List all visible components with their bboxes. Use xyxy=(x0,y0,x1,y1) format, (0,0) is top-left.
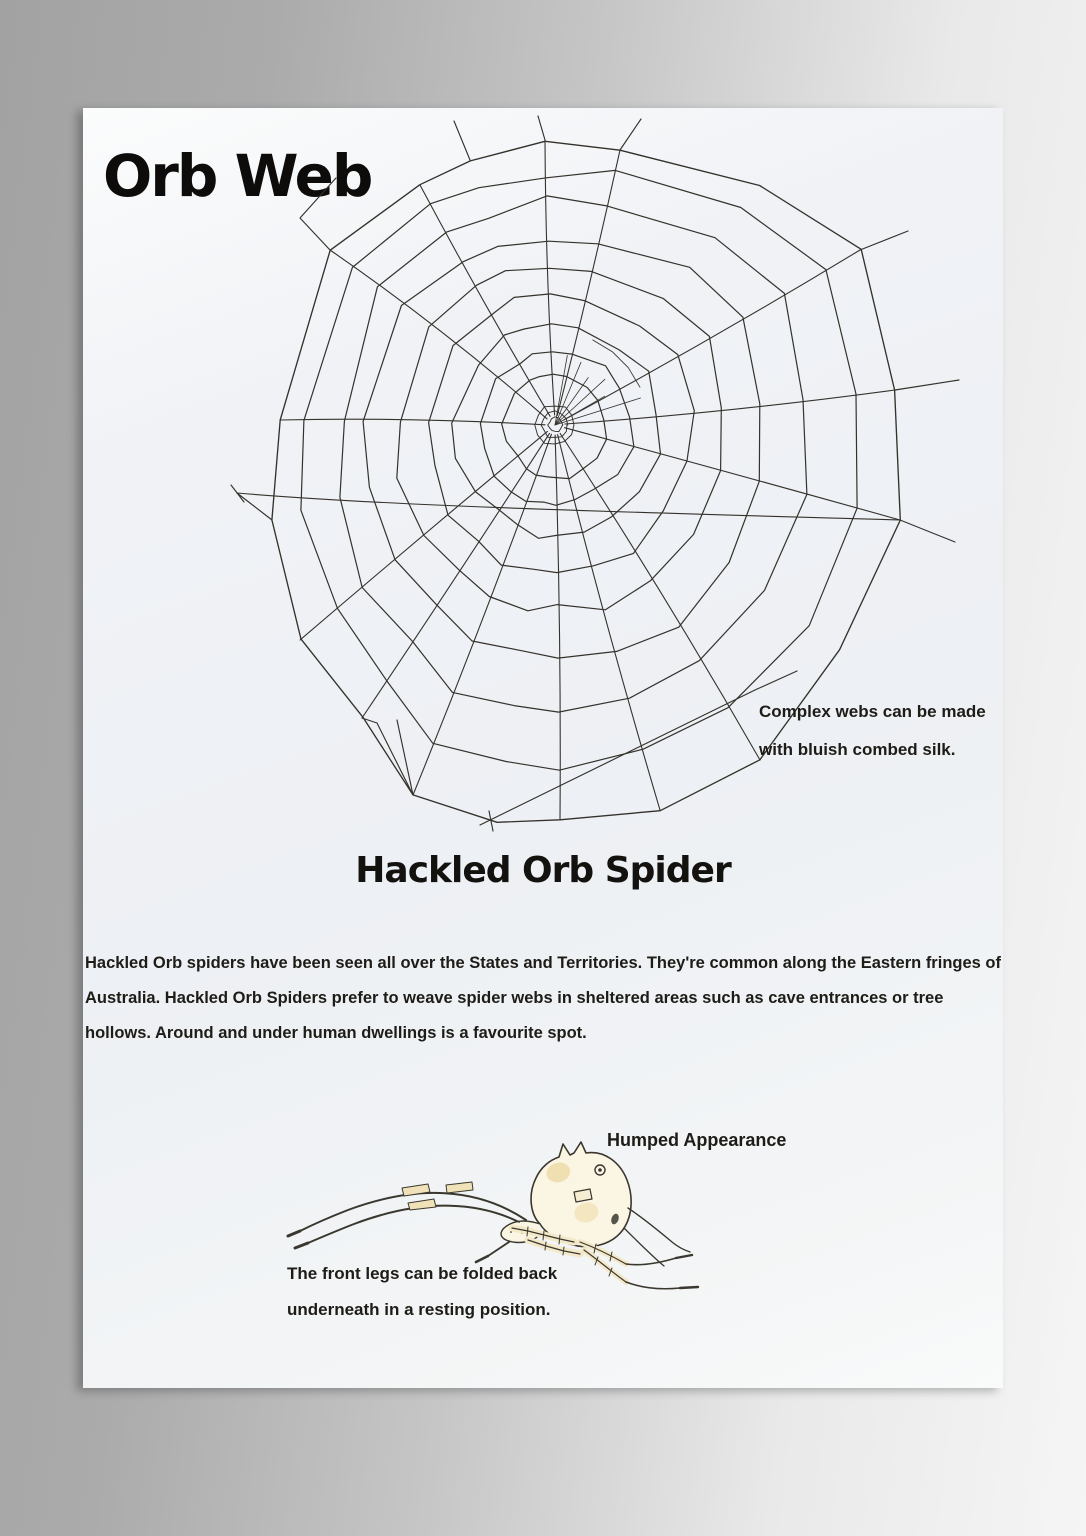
spider-thin-rear-leg xyxy=(628,1208,690,1252)
spider-leg-band xyxy=(402,1184,430,1196)
spider-leg-band xyxy=(408,1199,436,1210)
book-page xyxy=(83,108,1003,1388)
spider-leg-band xyxy=(446,1182,473,1193)
body-paragraph xyxy=(85,946,1003,1051)
web-caption-line-1: Complex webs can be made xyxy=(759,702,986,721)
spider-front-leg-lower-tip xyxy=(295,1243,308,1248)
spider-rear-leg-a-end xyxy=(676,1255,692,1258)
spider-feature-label: Humped Appearance xyxy=(607,1130,787,1150)
paragraph-line-1: Hackled Orb spiders have been seen all over the States and Territories. They're common along the Eastern fringes of xyxy=(85,954,1001,972)
spider-front-leg-upper-tip xyxy=(288,1231,300,1236)
section-heading: Hackled Orb Spider xyxy=(355,850,731,891)
spider-thin-rear-leg xyxy=(624,1228,664,1266)
spider-caption xyxy=(287,1256,557,1328)
web-caption xyxy=(759,693,986,769)
spider-marking-rect xyxy=(574,1189,592,1202)
spider-marking-dot xyxy=(598,1168,602,1172)
web-caption-line-2: with bluish combed silk. xyxy=(759,740,956,759)
page-title: Orb Web xyxy=(103,142,372,210)
paragraph-line-2: Australia. Hackled Orb Spiders prefer to weave spider webs in sheltered areas such as cave entrances or tree xyxy=(85,989,944,1007)
spider-rear-leg-a-tip xyxy=(626,1258,676,1265)
spider-rear-leg-b-tip xyxy=(626,1282,680,1289)
paragraph-line-3: hollows. Around and under human dwellings is a favourite spot. xyxy=(85,1024,587,1042)
spider-rear-leg-b-end xyxy=(680,1287,698,1288)
spider-caption-line-2: underneath in a resting position. xyxy=(287,1300,551,1319)
spider-caption-line-1: The front legs can be folded back xyxy=(287,1264,558,1283)
spider-front-leg-lower xyxy=(308,1206,530,1243)
